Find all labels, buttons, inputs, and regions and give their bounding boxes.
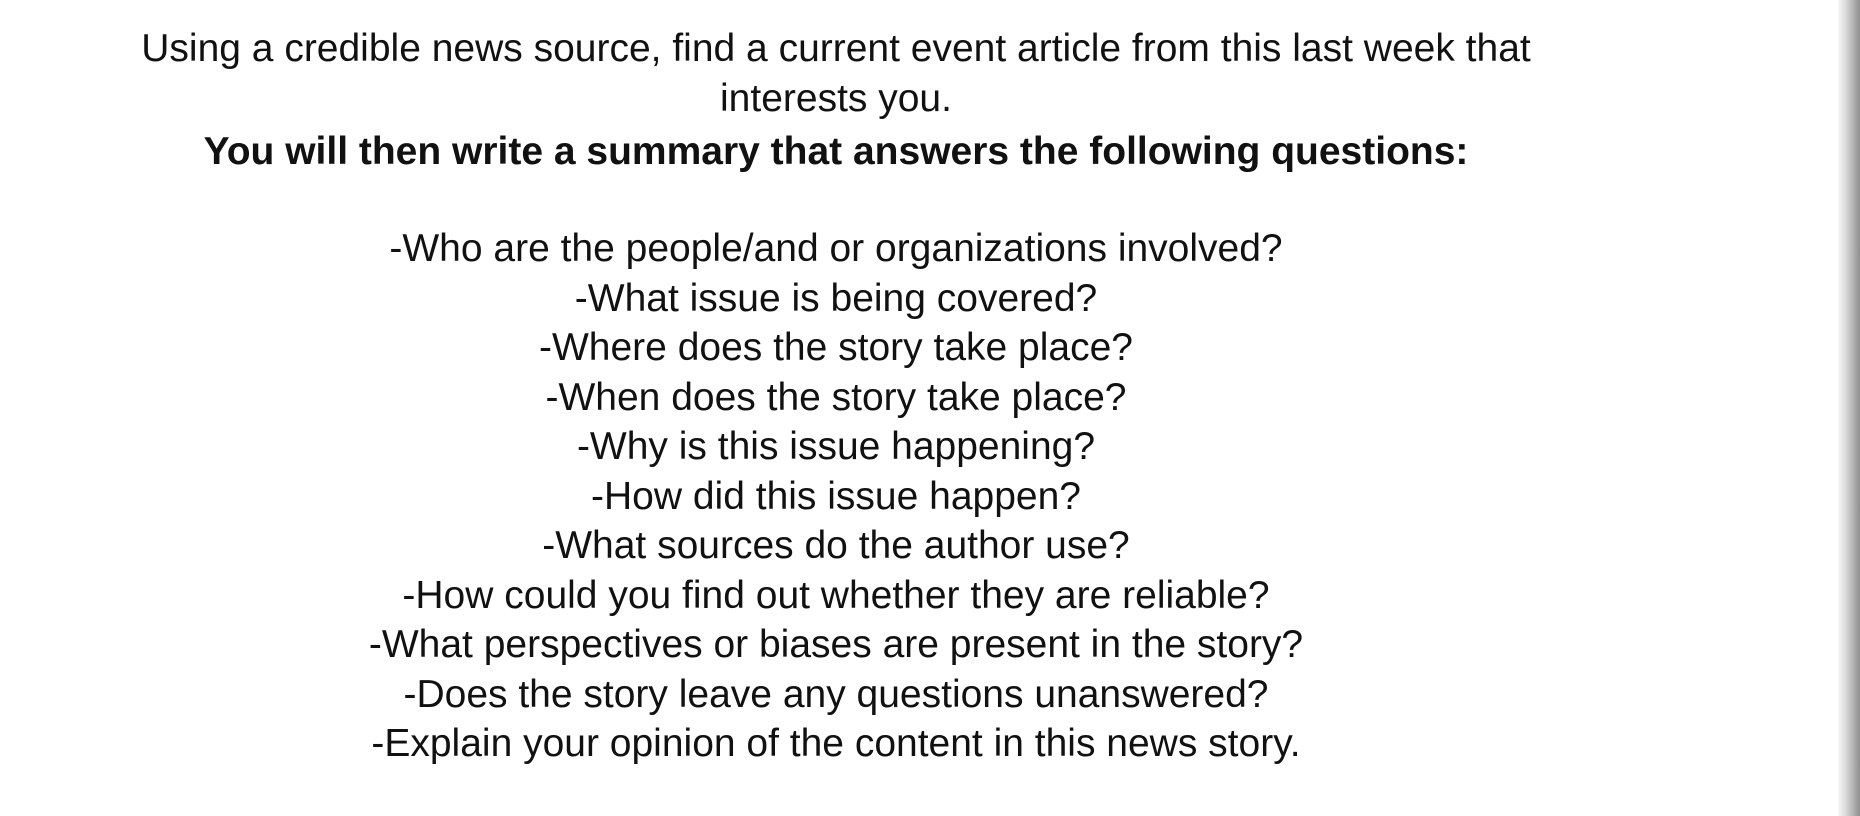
question-item: -Where does the story take place? [539, 326, 1133, 369]
question-item: -Why is this issue happening? [576, 425, 1096, 468]
assignment-text [0, 24, 1672, 769]
question-item: -Does the story leave any questions unanswered? [403, 672, 1269, 716]
question-item: -How could you find out whether they are reliable? [402, 573, 1270, 617]
question-item: -Explain your opinion of the content in this news story. [371, 722, 1301, 765]
question-item: -What issue is being covered? [574, 276, 1098, 320]
instruction-heading: You will then write a summary that answers the following questions: [203, 130, 1469, 173]
question-item: -Who are the people/and or organizations involved? [389, 227, 1283, 270]
question-item: -What sources do the author use? [542, 524, 1130, 567]
question-item: -How did this issue happen? [591, 474, 1081, 518]
question-item: -When does the story take place? [545, 375, 1127, 419]
intro-line-2: interests you. [720, 77, 952, 120]
page-edge-shadow [1838, 0, 1860, 816]
question-item: -What perspectives or biases are present in the story? [368, 623, 1304, 666]
intro-line-1: Using a credible news source, find a current event article from this last week that [141, 27, 1531, 70]
intro-paragraph [0, 24, 1672, 124]
question-list [0, 224, 1672, 769]
